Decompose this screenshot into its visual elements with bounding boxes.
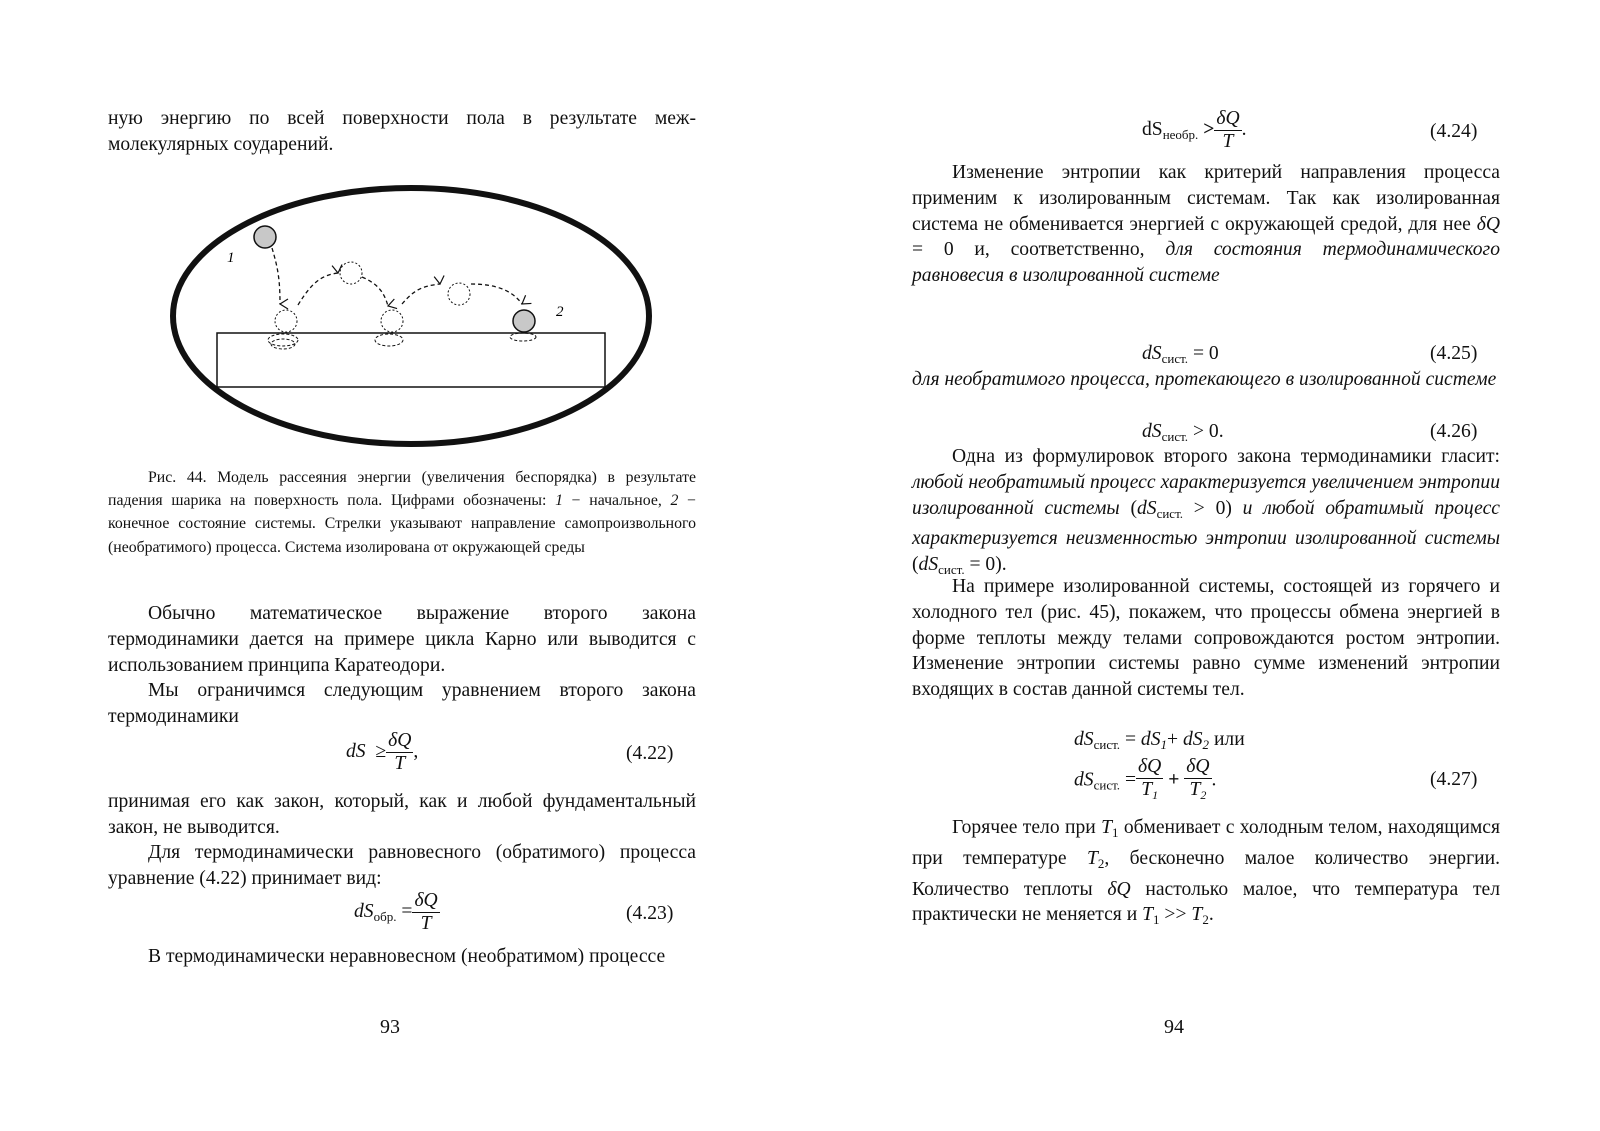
- page-number: 94: [1164, 1016, 1184, 1038]
- equation-number: (4.25): [1430, 343, 1478, 364]
- fraction: $\frac{\delta Q}{T}$: [1216, 108, 1240, 152]
- arrow-fall: [272, 248, 280, 304]
- paragraph-equation-intro: Мы ограничимся следующим уравнением второго закона термодинамики: [108, 680, 696, 727]
- paragraph-hot-body: Горячее тело при $T_1$ обменивает с холодным телом, находящимся при температуре $T_2$, бесконечно малое количество энергии. Количество теплоты δQ настолько малое, что температура тел практически не меняется и $T_1 >> T_2$.: [912, 817, 1500, 928]
- isolated-system-boundary: [173, 188, 649, 444]
- paragraph-continued: ную энергию по всей поверхности пола в результате меж-молекулярных соударений.: [108, 108, 696, 155]
- figure-caption: Рис. 44. Модель рассеяния энергии (увеличения беспорядка) в результате падения шарика на поверхность пола. Цифрами обозначены: 1 − начальное, 2 − конечное состояние системы. Стрелки указывают направление самопроизвольного (необратимого) процесса. Система изолирована от окружающей среды: [108, 469, 697, 556]
- fraction: $\frac{\delta Q}{T_2}$: [1186, 756, 1210, 802]
- ball-initial: [254, 226, 276, 248]
- fraction: $\frac{\delta Q}{T}$: [414, 890, 438, 934]
- paragraph-reversible: Для термодинамически равновесного (обратимого) процесса уравнение (4.22) принимает вид:: [108, 842, 696, 889]
- paragraph-hot-cold: На примере изолированной системы, состоящей из горячего и холодного тел (рис. 45), покажем, что процессы обмена энергией в форме теплоты между телами сопровождаются ростом энтропии. Изменение энтропии системы равно сумме изменений энтропии входящих в состав данной системы тел.: [912, 576, 1500, 701]
- page-number: 93: [380, 1016, 400, 1038]
- arrow-bounce: [402, 284, 440, 304]
- equation-number: (4.26): [1430, 421, 1478, 442]
- equation-4-25: $dS_{сист.} = 0$: [1142, 343, 1219, 366]
- paragraph-second-law: Одна из формулировок второго закона термодинамики гласит: любой необратимый процесс характеризуется увеличением энтропии изолированной системы $(dS_{сист.} > 0)$ и любой обратимый процесс характеризуется неизменностью энтропии изолированной системы $(dS_{сист.} = 0)$.: [912, 446, 1500, 578]
- paragraph-carnot: Обычно математическое выражение второго закона термодинамики дается на примере цикла Карно или выводится с использованием принципа Каратеодори.: [108, 603, 696, 676]
- page-94: [912, 0, 1500, 1131]
- page-93: [108, 0, 696, 1131]
- arrow-bounce: [298, 273, 338, 305]
- energy-dissipation-figure: [170, 180, 670, 455]
- paragraph-irreversible-isolated: для необратимого процесса, протекающего в изолированной системе: [912, 369, 1497, 390]
- equation-number: (4.24): [1430, 121, 1478, 142]
- paragraph-irreversible: В термодинамически неравновесном (необратимом) процессе: [148, 946, 666, 967]
- ball-ghost: [340, 262, 362, 284]
- equation-4-24: $dS_{необр.}$ > $\frac{\delta Q}{T}$ .: [1142, 108, 1247, 152]
- fraction: $\frac{\delta Q}{T_1}$: [1138, 756, 1162, 802]
- arrow-fall: [362, 277, 388, 306]
- ball-ghost: [381, 310, 403, 332]
- equation-entropy-sum: $dS_{сист.} = dS_1+ dS_2$ или: [1074, 729, 1245, 752]
- equation-number: (4.22): [626, 743, 674, 764]
- equation-4-23: $dS_{обр.}$ = $\frac{\delta Q}{T}$: [354, 890, 438, 934]
- ball-ghost: [448, 283, 470, 305]
- arrow-fall: [471, 284, 522, 304]
- equation-4-27: $dS_{сист.}$ = $\frac{\delta Q}{T_1}$ + $\frac{\delta Q}{T_2}$ .: [1074, 756, 1216, 806]
- equation-number: (4.27): [1430, 769, 1478, 790]
- equation-4-26: $dS_{сист.} > 0$.: [1142, 421, 1224, 444]
- fraction: $\frac{\delta Q}{T}$: [388, 730, 412, 774]
- ball-final: [513, 310, 535, 332]
- equation-number: (4.23): [626, 903, 674, 924]
- label-state-2: 2: [556, 304, 564, 320]
- paragraph-law: принимая его как закон, который, как и любой фундаментальный закон, не выводится.: [108, 791, 696, 838]
- label-state-1: 1: [227, 250, 235, 266]
- ball-ghost: [275, 310, 297, 332]
- equation-4-22: dS ≥ $\frac{\delta Q}{T}$ ,: [346, 730, 419, 774]
- floor-surface: [217, 333, 605, 387]
- paragraph-entropy-criterion: Изменение энтропии как критерий направления процесса применим к изолированным системам. Так как изолированная система не обменивается энергией с окружающей средой, для нее δQ = 0 и, соответственно, для состояния термодинамического равновесия в изолированной системе: [912, 162, 1500, 287]
